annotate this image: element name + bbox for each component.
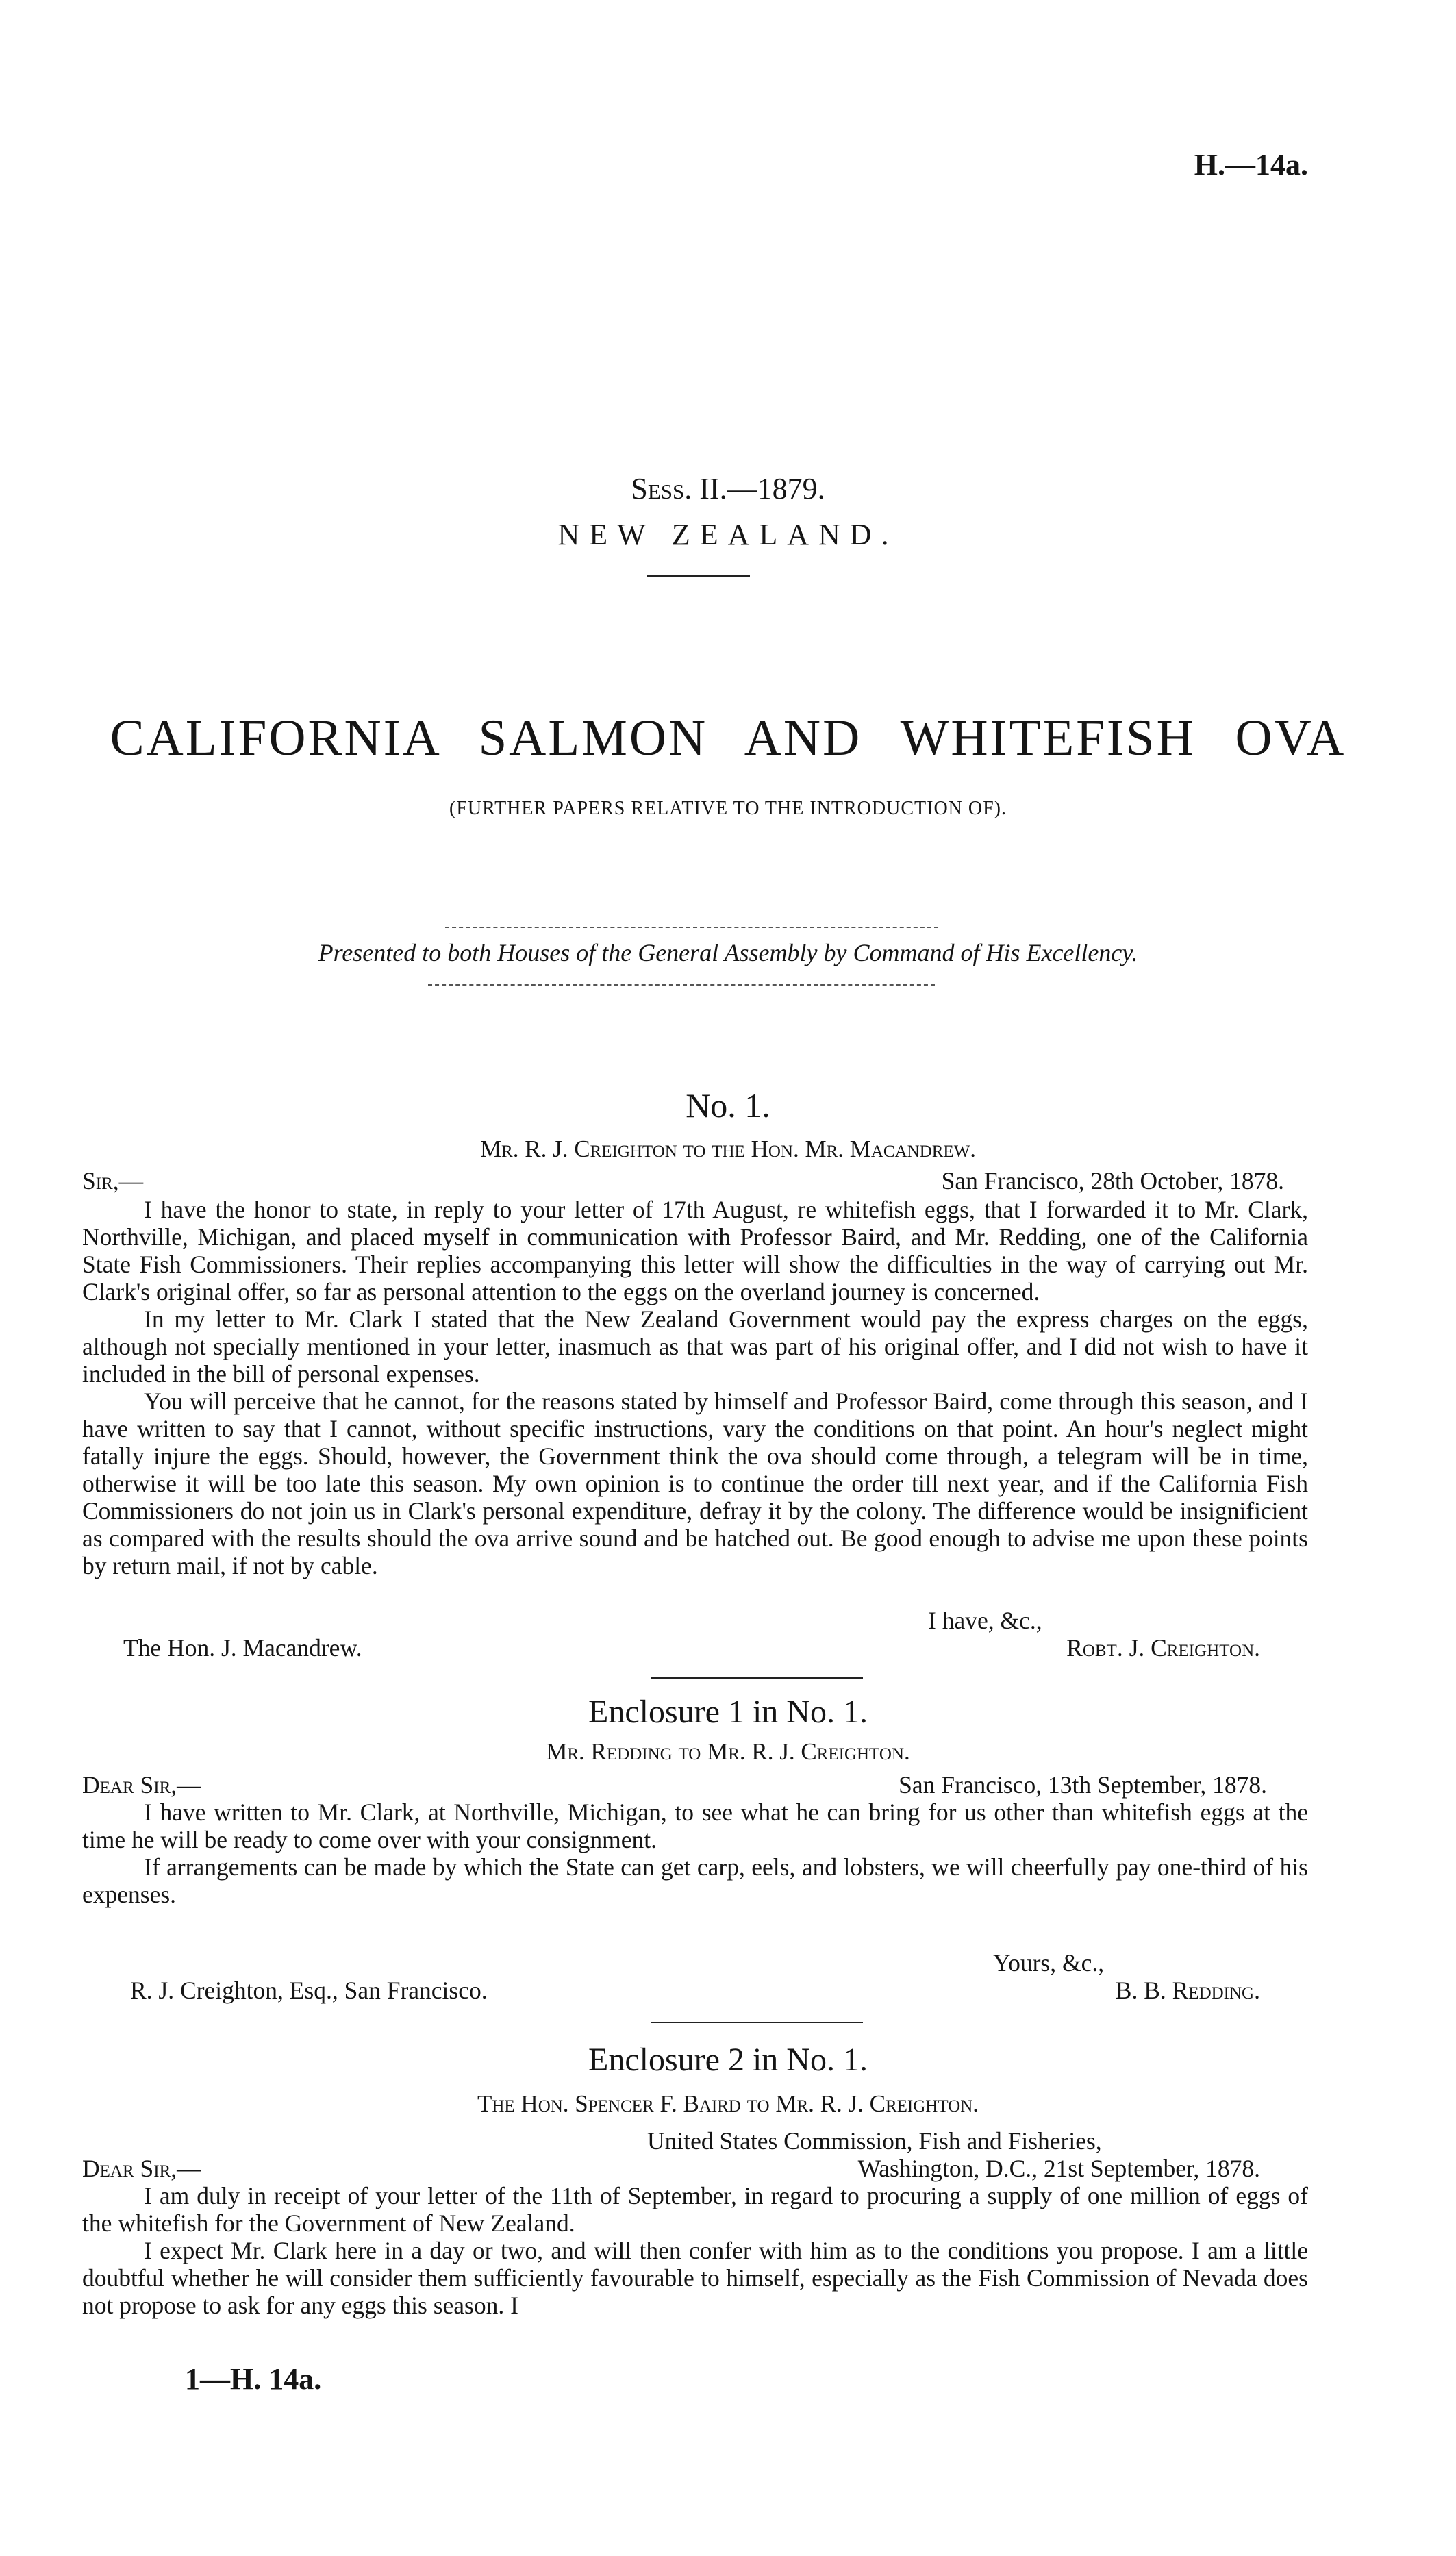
letter-body (82, 1799, 1308, 1935)
document-subtitle: (FURTHER PAPERS RELATIVE TO THE INTRODUCTION OF). (449, 798, 1007, 819)
office-line: United States Commission, Fish and Fisheries, (647, 2127, 1102, 2155)
salutation: Dear Sir,— (82, 2155, 201, 2182)
letter-from-to: The Hon. Spencer F. Baird to Mr. R. J. Creighton. (477, 2090, 979, 2117)
signature: B. B. Redding. (1115, 1977, 1260, 2004)
divider-rule (647, 575, 750, 577)
salutation: Sir,— (82, 1167, 144, 1194)
document-title: CALIFORNIA SALMON AND WHITEFISH OVA (110, 710, 1346, 766)
closing: I have, &c., (928, 1607, 1042, 1634)
paragraph: I have the honor to state, in reply to your letter of 17th August, re whitefish eggs, that I forwarded it to Mr. Clark, Northville, Michigan, and placed myself in communication with Professor Baird, and Mr. Redding, one of the California State Fish Commissioners. Their replies accompanying this letter will show the difficulties in the way of carrying out Mr. Clark's original offer, so far as personal attention to the eggs on the overland journey is concerned. (82, 1196, 1308, 1305)
divider-rule (651, 1677, 863, 1679)
paragraph: I expect Mr. Clark here in a day or two, and will then confer with him as to the conditions you propose. I am a little doubtful whether he will consider them sufficiently favourable to himself, especially as the Fish Commission of Nevada does not propose to ask for any eggs this season. I (82, 2237, 1308, 2319)
paragraph: I am duly in receipt of your letter of the 11th of September, in regard to procuring a supply of one million of eggs of the whitefish for the Government of New Zealand. (82, 2182, 1308, 2237)
salutation: Dear Sir,— (82, 1771, 201, 1799)
enclosure-title: Enclosure 1 in No. 1. (588, 1694, 868, 1730)
session-label: Sess. II.—1879. (631, 472, 825, 505)
letter-from-to: Mr. R. J. Creighton to the Hon. Mr. Macandrew. (479, 1136, 977, 1162)
paragraph: You will perceive that he cannot, for the reasons stated by himself and Professor Baird, come through this season, and I have written to say that I cannot, without specific instructions, vary the conditions on that point. An hour's neglect might fatally injure the eggs. Should, however, the Government think the ova should come through, a telegram will be in time, otherwise it will be too late this season. My own opinion is to continue the order till next year, and if the California Fish Commissioners do not join us in Clark's personal expenditure, defray it by the colony. The difference would be insignificient as compared with the results should the ova arrive sound and be hatched out. Be good enough to advise me upon these points by return mail, if not by cable. (82, 1388, 1308, 1579)
signature: Robt. J. Creighton. (1066, 1634, 1260, 1662)
addressee: The Hon. J. Macandrew. (123, 1634, 362, 1662)
addressee: R. J. Creighton, Esq., San Francisco. (130, 1977, 488, 2004)
divider-rule (445, 927, 938, 928)
paragraph: I have written to Mr. Clark, at Northville, Michigan, to see what he can bring for us other than whitefish eggs at the time he will be ready to come over with your consignment. (82, 1799, 1308, 1853)
presentation-note: Presented to both Houses of the General Assembly by Command of His Excellency. (318, 939, 1138, 966)
paragraph: If arrangements can be made by which the State can get carp, eels, and lobsters, we will cheerfully pay one-third of his expenses. (82, 1853, 1308, 1908)
divider-rule (651, 2022, 863, 2023)
enclosure-title: Enclosure 2 in No. 1. (588, 2042, 868, 2078)
place-date: San Francisco, 28th October, 1878. (941, 1167, 1284, 1194)
closing: Yours, &c., (993, 1949, 1105, 1977)
paragraph: In my letter to Mr. Clark I stated that the New Zealand Government would pay the express charges on the eggs, although not specially mentioned in your letter, inasmuch as that was part of his original offer, and I did not wish to have it included in the bill of personal expenses. (82, 1305, 1308, 1388)
letter-number: No. 1. (686, 1086, 770, 1125)
letter-from-to: Mr. Redding to Mr. R. J. Creighton. (546, 1738, 910, 1765)
letter-body (82, 2182, 1308, 2381)
signature-mark: 1—H. 14a. (185, 2362, 322, 2396)
country-label: NEW ZEALAND. (557, 518, 899, 551)
divider-rule (428, 984, 935, 986)
letter-body (82, 1196, 1308, 1607)
page-reference: H.—14a. (1194, 148, 1308, 181)
place-date: Washington, D.C., 21st September, 1878. (857, 2155, 1260, 2182)
place-date: San Francisco, 13th September, 1878. (899, 1771, 1267, 1799)
